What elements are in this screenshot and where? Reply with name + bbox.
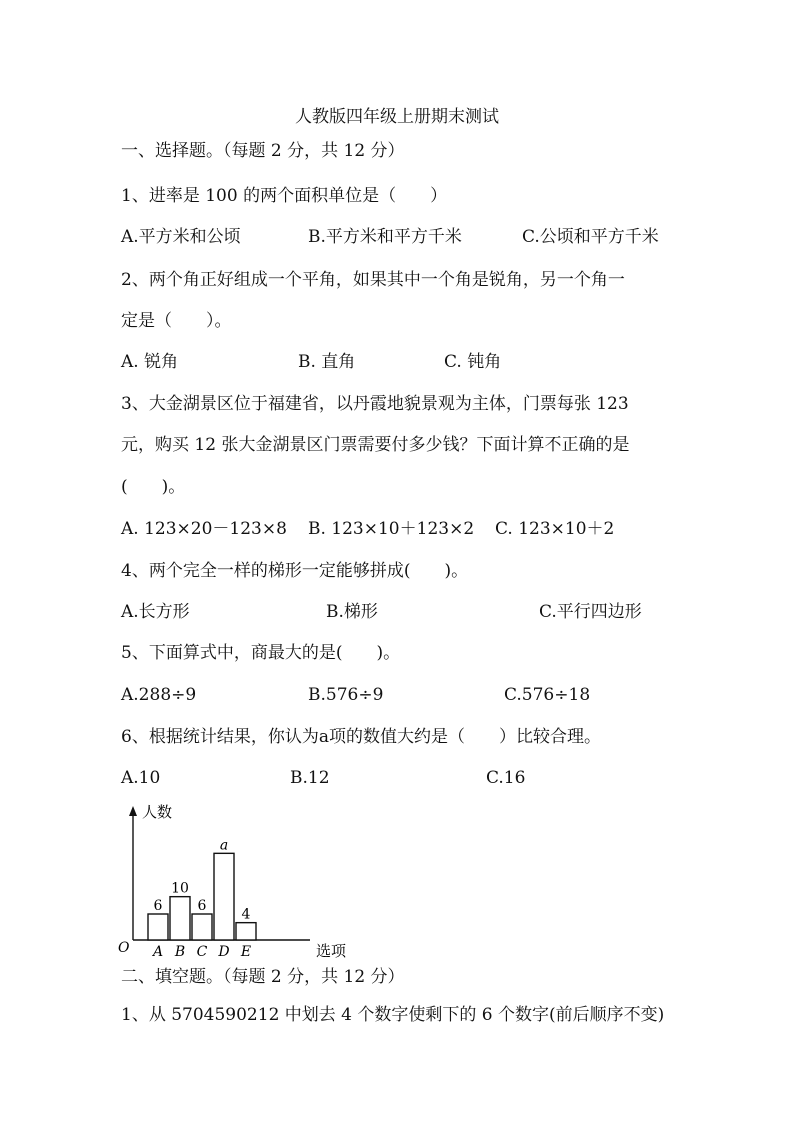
q5-option-a: A.288÷9 [121, 685, 197, 705]
q1-option-b: B.平方米和平方千米 [308, 227, 462, 247]
value-label-b: 10 [171, 880, 189, 897]
q5-option-c: C.576÷18 [504, 685, 591, 705]
q3-option-b: B. 123×10＋123×2 [308, 519, 475, 539]
section2-question-1: 1、从 5704590212 中划去 4 个数字使剩下的 6 个数字(前后顺序不变) [121, 1005, 665, 1025]
q5-option-b: B.576÷9 [308, 685, 384, 705]
category-label-b: B [174, 944, 186, 960]
section2-heading: 二、填空题。（每题 2 分，共 12 分） [121, 967, 405, 987]
question-3-line-2: 元，购买 12 张大金湖景区门票需要付多少钱？下面计算不正确的是 [121, 435, 630, 455]
q2-option-b: B. 直角 [298, 352, 356, 372]
bar-d [214, 853, 234, 940]
value-label-c: 6 [197, 898, 207, 914]
q4-option-a: A.长方形 [121, 602, 190, 622]
origin-label: O [118, 940, 130, 956]
q6-option-b: B.12 [290, 768, 330, 788]
q2-option-c: C. 钝角 [444, 352, 502, 372]
page-title: 人教版四年级上册期末测试 [295, 107, 499, 127]
category-label-a: A [152, 944, 164, 960]
q1-option-c: C.公顷和平方千米 [522, 227, 659, 247]
category-label-d: D [218, 944, 230, 960]
q4-option-b: B.梯形 [326, 602, 378, 622]
bar-e [236, 923, 256, 940]
question-4: 4、两个完全一样的梯形一定能够拼成( )。 [121, 561, 469, 581]
q2-option-a: A. 锐角 [121, 352, 179, 372]
bar-a [148, 914, 168, 940]
q3-option-a: A. 123×20－123×8 [121, 519, 287, 539]
question-3-line-3: ( )。 [121, 477, 186, 497]
category-label-c: C [196, 944, 208, 960]
question-3-line-1: 3、大金湖景区位于福建省，以丹霞地貌景观为主体，门票每张 123 [121, 394, 629, 414]
y-axis-arrow [129, 806, 137, 816]
y-axis-label: 人数 [142, 803, 173, 821]
section1-heading: 一、选择题。（每题 2 分，共 12 分） [121, 141, 405, 161]
q1-option-a: A.平方米和公顷 [121, 227, 241, 247]
question-6: 6、根据统计结果，你认为a项的数值大约是（ ）比较合理。 [121, 727, 601, 747]
value-label-a: 6 [153, 898, 163, 914]
bar-chart [110, 800, 360, 965]
q6-option-a: A.10 [121, 768, 161, 788]
q4-option-c: C.平行四边形 [539, 602, 642, 622]
bar-c [192, 914, 212, 940]
x-axis-label: 选项 [316, 942, 347, 960]
value-label-e: 4 [241, 906, 251, 923]
question-1: 1、进率是 100 的两个面积单位是（ ） [121, 186, 448, 206]
category-label-e: E [240, 944, 252, 960]
q3-option-c: C. 123×10＋2 [495, 519, 615, 539]
question-2-line-1: 2、两个角正好组成一个平角，如果其中一个角是锐角，另一个角一 [121, 270, 625, 290]
q6-option-c: C.16 [486, 768, 526, 788]
bars-layer [148, 837, 256, 960]
question-5: 5、下面算式中，商最大的是( )。 [121, 643, 401, 663]
bar-b [170, 897, 190, 940]
value-label-d: a [219, 837, 229, 854]
question-2-line-2: 定是（ ）。 [121, 311, 232, 331]
